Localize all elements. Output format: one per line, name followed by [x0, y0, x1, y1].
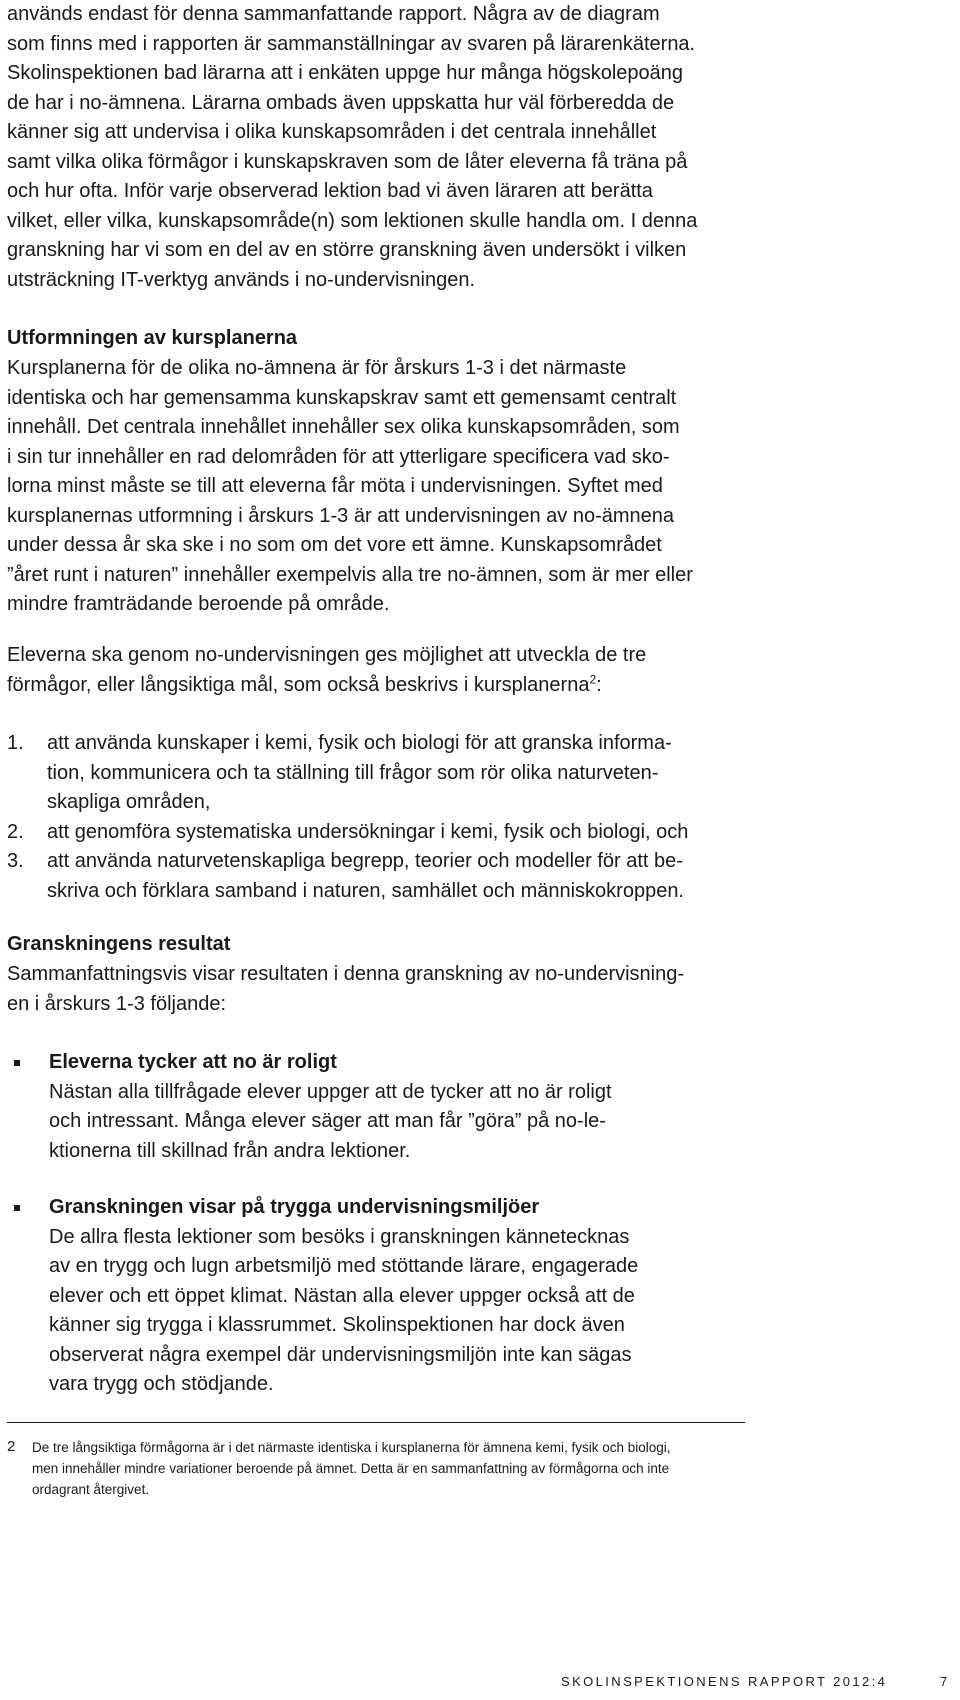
finding-title: Eleverna tycker att no är roligt — [49, 1051, 337, 1073]
goals-list — [7, 729, 752, 906]
text-line: elever och ett öppet klimat. Nästan alla elever uppger också att de — [49, 1284, 635, 1307]
text-line: som finns med i rapporten är sammanställningar av svaren på lärarenkäterna. — [7, 32, 696, 55]
text-line: observerat några exempel där undervisningsmiljön inte kan sägas — [49, 1343, 632, 1366]
text-line: och hur ofta. Inför varje observerad lektion bad vi även läraren att berätta — [7, 180, 653, 202]
text-line: kursplanernas utformning i årskurs 1-3 är att undervisningen av no-ämnena — [7, 504, 675, 527]
text-line: Kursplanerna för de olika no-ämnena är för årskurs 1-3 i det närmaste — [7, 357, 627, 379]
page-number: 7 — [940, 1674, 948, 1689]
footnote-divider — [7, 1422, 745, 1423]
text-line: Nästan alla tillfrågade elever uppger att de tycker att no är roligt — [49, 1080, 612, 1103]
text-line: de har i no-ämnena. Lärarna ombads även uppskatta hur väl förberedda de — [7, 91, 675, 114]
text-line: De tre långsiktiga förmågorna är i det närmaste identiska i kursplanerna för ämnena kemi, fysik och biologi, — [32, 1440, 671, 1455]
text-line: känner sig att undervisa i olika kunskapsområden i det centrala innehållet — [7, 121, 657, 143]
text-line: av en trygg och lugn arbetsmiljö med stöttande lärare, engagerade — [49, 1255, 639, 1277]
finding-body — [49, 1223, 752, 1400]
text-line: vilket, eller vilka, kunskapsområde(n) som lektionen skulle handla om. I denna — [7, 209, 698, 232]
text-line: innehåll. Det centrala innehållet innehåller sex olika kunskapsområden, som — [7, 416, 680, 438]
text-line: Skolinspektionen bad lärarna att i enkäten uppge hur många högskolepoäng — [7, 62, 684, 84]
text-line: men innehåller mindre variationer beroende på ämnet. Detta är en sammanfattning av förmågorna och inte — [32, 1461, 670, 1476]
text-line: mindre framträdande beroende på område. — [7, 593, 390, 615]
list-item — [7, 818, 752, 848]
text-line: ordagrant återgivet. — [32, 1482, 150, 1497]
section-heading-resultat: Granskningens resultat — [7, 933, 231, 955]
intro-paragraph — [7, 0, 752, 295]
text-line: att använda naturvetenskapliga begrepp, teorier och modeller för att be- — [47, 850, 683, 872]
text-line: i sin tur innehåller en rad delområden för att ytterligare specificera vad sko- — [7, 445, 670, 468]
text-line: känner sig trygga i klassrummet. Skolinspektionen har dock även — [49, 1314, 625, 1336]
section-heading-kursplanerna: Utformningen av kursplanerna — [7, 327, 298, 349]
text-segment: förmågor, eller långsiktiga mål, som också beskrivs i kursplanerna — [7, 673, 590, 696]
text-line: en i årskurs 1-3 följande: — [7, 992, 227, 1015]
text-line: skriva och förklara samband i naturen, samhället och människokroppen. — [47, 879, 684, 902]
text-line: ktionerna till skillnad från andra lektioner. — [49, 1139, 411, 1162]
text-line — [7, 671, 752, 701]
text-line: samt vilka olika förmågor i kunskapskraven som de låter eleverna få träna på — [7, 150, 688, 173]
text-line: granskning har vi som en del av en större granskning även undersökt i vilken — [7, 239, 687, 261]
list-number: 3. — [7, 850, 24, 872]
text-line: att genomföra systematiska undersökningar i kemi, fysik och biologi, och — [47, 820, 689, 843]
bullet-icon — [14, 1060, 20, 1066]
footnote-number: 2 — [7, 1438, 16, 1455]
text-line: Sammanfattningsvis visar resultaten i denna granskning av no-undervisning- — [7, 963, 685, 985]
text-line: används endast för denna sammanfattande rapport. Några av de diagram — [7, 3, 660, 25]
text-line: skapliga områden, — [47, 791, 211, 813]
kursplanerna-paragraph — [7, 354, 752, 620]
text-line: De allra flesta lektioner som besöks i granskningen kännetecknas — [49, 1225, 630, 1248]
text-line: utsträckning IT-verktyg används i no-undervisningen. — [7, 268, 476, 291]
finding-item — [7, 1048, 752, 1166]
text-segment: : — [596, 673, 602, 696]
resultat-paragraph — [7, 960, 752, 1019]
text-line: ”året runt i naturen” innehåller exempelvis alla tre no-ämnen, som är mer eller — [7, 563, 693, 586]
list-number: 1. — [7, 732, 24, 754]
text-line: lorna minst måste se till att eleverna får möta i undervisningen. Syftet med — [7, 475, 663, 497]
text-line: Eleverna ska genom no-undervisningen ges möjlighet att utveckla de tre — [7, 644, 647, 666]
bullet-icon — [14, 1205, 20, 1211]
list-item — [7, 847, 752, 906]
formagor-paragraph — [7, 641, 752, 700]
footer-report-title: SKOLINSPEKTIONENS RAPPORT 2012:4 — [561, 1674, 888, 1689]
text-line: tion, kommunicera och ta ställning till frågor som rör olika naturveten- — [47, 761, 659, 784]
list-item — [7, 729, 752, 818]
finding-body — [49, 1078, 752, 1167]
text-line: vara trygg och stödjande. — [49, 1373, 274, 1395]
text-line: identiska och har gemensamma kunskapskrav samt ett gemensamt centralt — [7, 386, 677, 409]
footnote — [7, 1437, 752, 1500]
text-line: och intressant. Många elever säger att man får ”göra” på no-le- — [49, 1110, 606, 1132]
footnote-text — [32, 1437, 752, 1500]
text-line: att använda kunskaper i kemi, fysik och biologi för att granska informa- — [47, 732, 672, 754]
finding-item — [7, 1193, 752, 1400]
footnote-reference[interactable]: 2 — [589, 671, 597, 686]
list-number: 2. — [7, 820, 24, 843]
text-line: under dessa år ska ske i no som om det vore ett ämne. Kunskapsområdet — [7, 534, 662, 556]
finding-title: Granskningen visar på trygga undervisningsmiljöer — [49, 1196, 540, 1218]
